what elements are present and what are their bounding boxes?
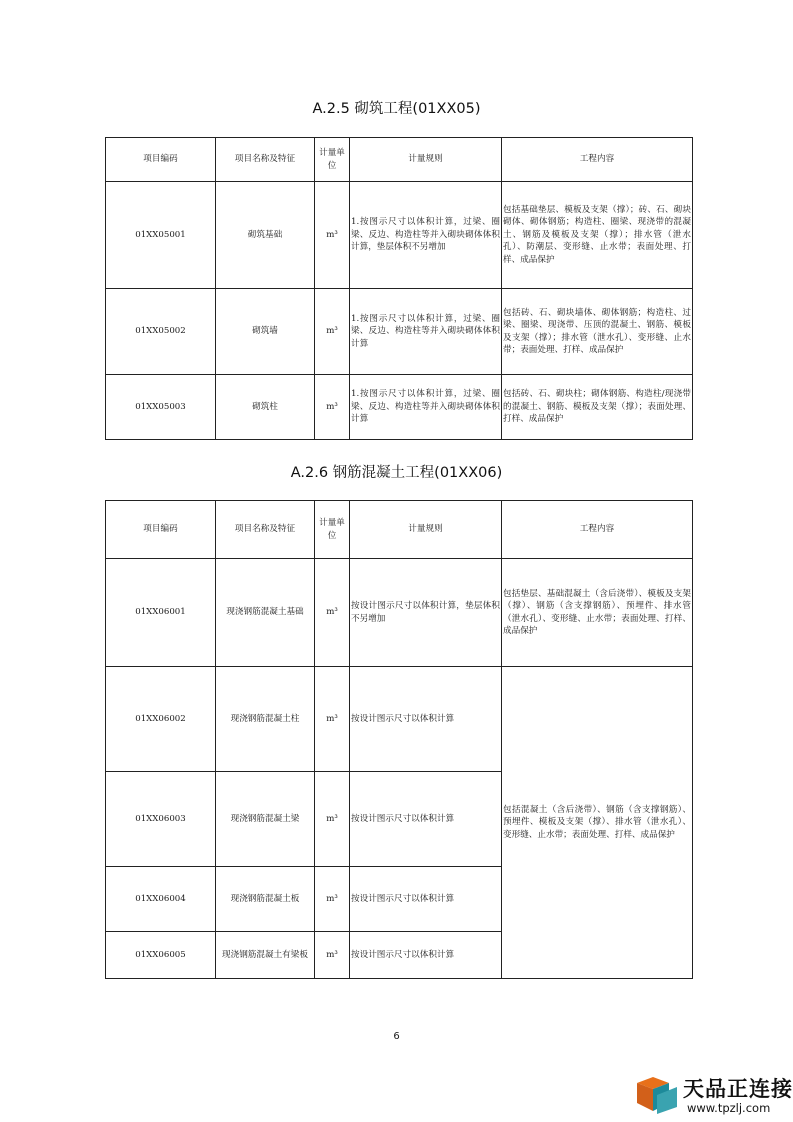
item-code: 01XX06003 [106, 772, 216, 867]
item-code: 01XX06001 [106, 559, 216, 667]
item-code: 01XX06005 [106, 932, 216, 979]
table-row [106, 182, 693, 289]
item-code: 01XX05001 [106, 182, 216, 289]
masonry-table [105, 137, 693, 440]
section-title-concrete: A.2.6 钢筋混凝土工程(01XX06) [290, 465, 503, 481]
item-unit: m³ [315, 182, 350, 289]
header-rule: 计量规则 [350, 138, 502, 182]
page-number: 6 [393, 1031, 400, 1042]
header-code: 项目编码 [106, 501, 216, 559]
item-name: 现浇钢筋混凝土柱 [216, 667, 315, 772]
table-row [106, 375, 693, 440]
item-content: 包括砖、石、砌块墙体、砌体钢筋；构造柱、过梁、圈梁、现浇带、压顶的混凝土、钢筋、模板及支架（撑）；排水管（泄水孔）、变形缝、止水带；表面处理、打样、成品保护 [502, 289, 693, 375]
item-rule: 按设计图示尺寸以体积计算，垫层体积不另增加 [350, 559, 502, 667]
section-title-masonry: A.2.5 砌筑工程(01XX05) [312, 101, 481, 117]
item-code: 01XX05003 [106, 375, 216, 440]
header-name: 项目名称及特征 [216, 501, 315, 559]
item-name: 现浇钢筋混凝土有梁板 [216, 932, 315, 979]
item-rule: 按设计图示尺寸以体积计算 [350, 867, 502, 932]
header-code: 项目编码 [106, 138, 216, 182]
table-header-row [106, 138, 693, 182]
header-content: 工程内容 [502, 138, 693, 182]
item-name: 砌筑基础 [216, 182, 315, 289]
header-unit: 计量单位 [315, 501, 350, 559]
item-rule: 按设计图示尺寸以体积计算 [350, 667, 502, 772]
table-row [106, 667, 693, 772]
cube-logo-icon [635, 1073, 679, 1115]
item-unit: m³ [315, 289, 350, 375]
item-name: 砌筑墙 [216, 289, 315, 375]
header-rule: 计量规则 [350, 501, 502, 559]
item-content: 包括垫层、基础混凝土（含后浇带）、模板及支架（撑）、钢筋（含支撑钢筋）、预埋件、排水管（泄水孔）、变形缝、止水带；表面处理、打样、成品保护 [502, 559, 693, 667]
item-code: 01XX05002 [106, 289, 216, 375]
item-content: 包括砖、石、砌块柱；砌体钢筋、构造柱/现浇带的混凝土、钢筋、模板及支架（撑）；表面处理、打样、成品保护 [502, 375, 693, 440]
brand-url: www.tpzlj.com [687, 1101, 771, 1115]
item-name: 现浇钢筋混凝土基础 [216, 559, 315, 667]
item-unit: m³ [315, 867, 350, 932]
item-unit: m³ [315, 559, 350, 667]
item-unit: m³ [315, 375, 350, 440]
concrete-table [105, 500, 693, 979]
table-row [106, 559, 693, 667]
brand-name: 天品正连接 [683, 1077, 793, 1101]
item-unit: m³ [315, 772, 350, 867]
item-rule: 1.按图示尺寸以体积计算，过梁、圈梁、反边、构造柱等并入砌块砌体体积计算 [350, 289, 502, 375]
item-name: 现浇钢筋混凝土梁 [216, 772, 315, 867]
item-name: 现浇钢筋混凝土板 [216, 867, 315, 932]
item-rule: 1.按图示尺寸以体积计算，过梁、圈梁、反边、构造柱等并入砌块砌体体积计算，垫层体积不另增加 [350, 182, 502, 289]
table-row [106, 289, 693, 375]
item-code: 01XX06002 [106, 667, 216, 772]
header-content: 工程内容 [502, 501, 693, 559]
header-name: 项目名称及特征 [216, 138, 315, 182]
item-rule: 按设计图示尺寸以体积计算 [350, 932, 502, 979]
header-unit: 计量单位 [315, 138, 350, 182]
item-rule: 按设计图示尺寸以体积计算 [350, 772, 502, 867]
item-name: 砌筑柱 [216, 375, 315, 440]
table-header-row [106, 501, 693, 559]
item-rule: 1.按图示尺寸以体积计算，过梁、圈梁、反边、构造柱等并入砌块砌体体积计算 [350, 375, 502, 440]
item-unit: m³ [315, 932, 350, 979]
item-content: 包括基础垫层、模板及支架（撑）；砖、石、砌块砌体、砌体钢筋；构造柱、圈梁、现浇带的混凝土、钢筋及模板及支架（撑）；排水管（泄水孔）、防潮层、变形缝、止水带；表面处理、打样、成品保护 [502, 182, 693, 289]
watermark-logo [635, 1073, 793, 1117]
item-content-merged: 包括混凝土（含后浇带）、钢筋（含支撑钢筋）、预埋件、模板及支架（撑）、排水管（泄水孔）、变形缝、止水带；表面处理、打样、成品保护 [502, 667, 693, 979]
item-unit: m³ [315, 667, 350, 772]
item-code: 01XX06004 [106, 867, 216, 932]
